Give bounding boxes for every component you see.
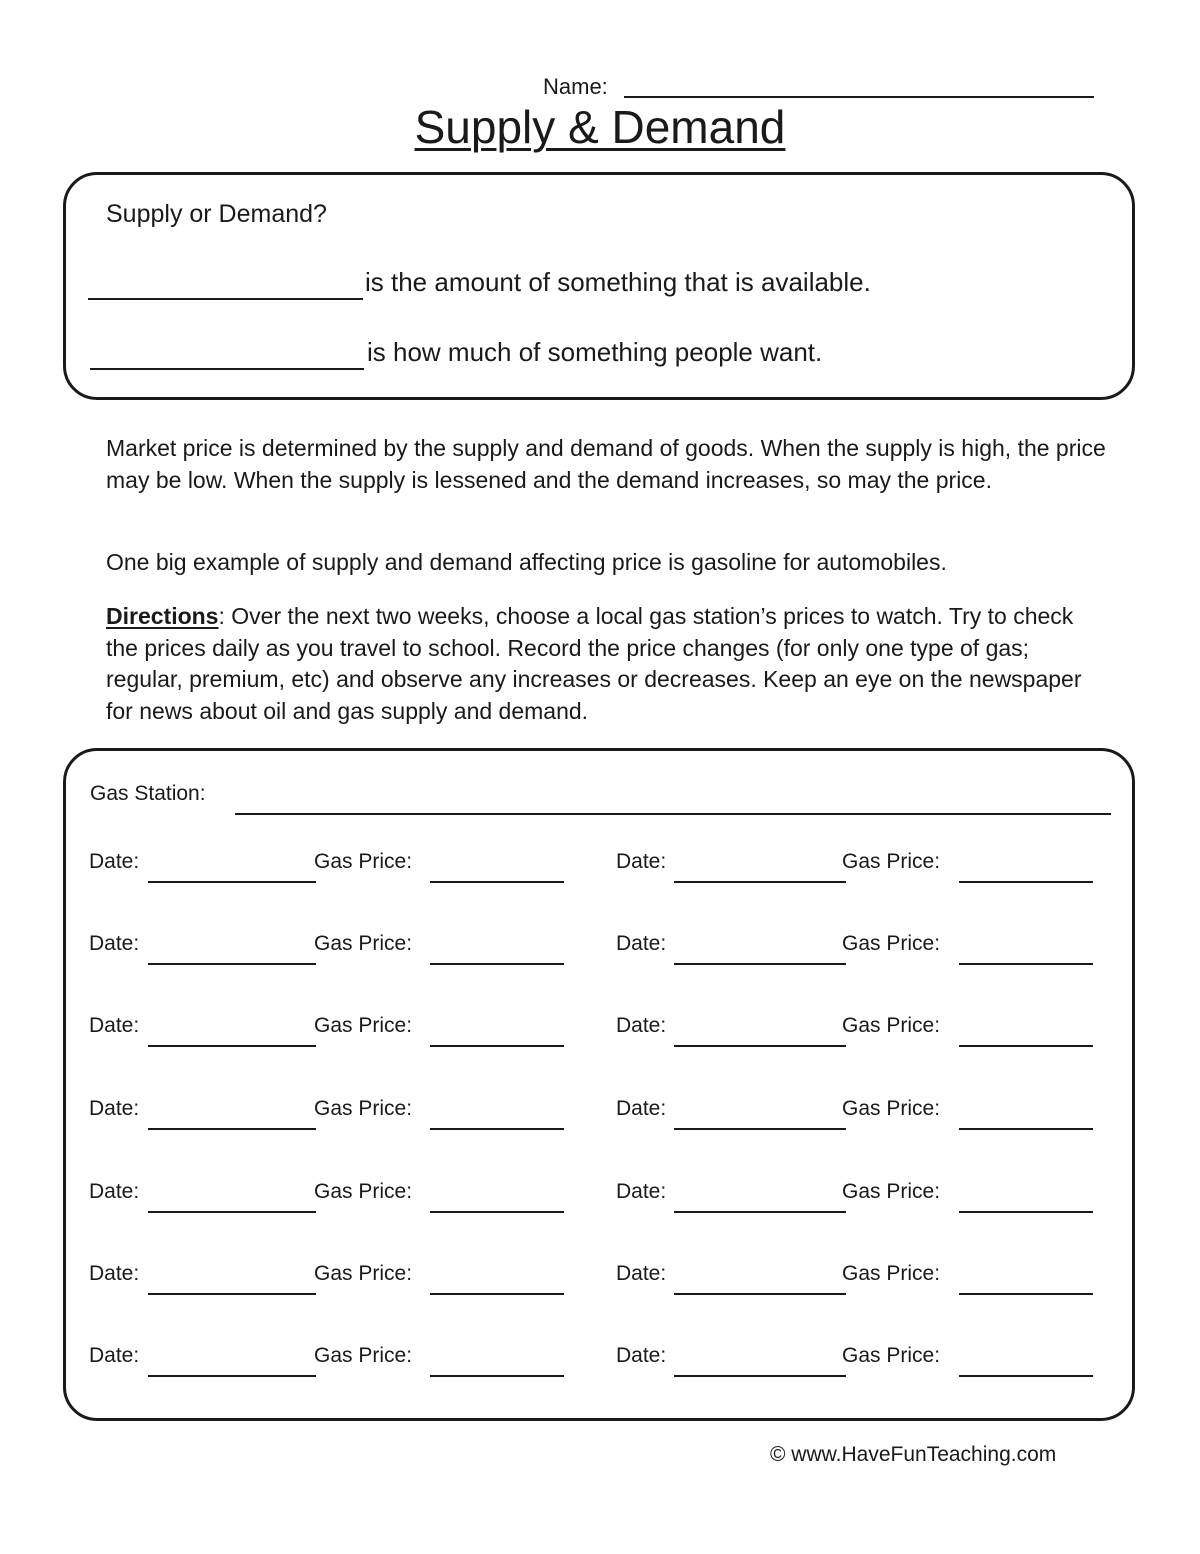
date-label: Date: bbox=[616, 1262, 667, 1285]
page-title bbox=[0, 100, 1200, 154]
date-label: Date: bbox=[616, 850, 667, 873]
date-label: Date: bbox=[89, 1180, 140, 1203]
date-blank[interactable] bbox=[674, 1211, 846, 1213]
date-blank[interactable] bbox=[148, 1045, 316, 1047]
gas-log-box bbox=[63, 748, 1135, 1421]
date-blank[interactable] bbox=[148, 1293, 316, 1295]
date-blank[interactable] bbox=[148, 963, 316, 965]
date-blank[interactable] bbox=[148, 1211, 316, 1213]
gas-price-blank[interactable] bbox=[430, 1293, 564, 1295]
date-blank[interactable] bbox=[148, 881, 316, 883]
date-blank[interactable] bbox=[674, 1293, 846, 1295]
gas-price-blank[interactable] bbox=[430, 963, 564, 965]
date-label: Date: bbox=[89, 1014, 140, 1037]
gas-price-label: Gas Price: bbox=[314, 1014, 413, 1037]
gas-price-label: Gas Price: bbox=[842, 1262, 941, 1285]
date-label: Date: bbox=[616, 1180, 667, 1203]
gas-station-label: Gas Station: bbox=[90, 782, 206, 805]
gas-price-label: Gas Price: bbox=[842, 1344, 941, 1367]
date-label: Date: bbox=[616, 1014, 667, 1037]
gas-price-blank[interactable] bbox=[959, 1375, 1093, 1377]
date-blank[interactable] bbox=[674, 963, 846, 965]
definition-2: is how much of something people want. bbox=[367, 337, 823, 367]
gas-price-label: Gas Price: bbox=[842, 1097, 941, 1120]
gas-price-blank[interactable] bbox=[430, 1375, 564, 1377]
gas-station-blank[interactable] bbox=[235, 813, 1111, 815]
date-blank[interactable] bbox=[674, 1375, 846, 1377]
gas-price-blank[interactable] bbox=[430, 881, 564, 883]
name-blank[interactable] bbox=[624, 96, 1094, 98]
gas-price-blank[interactable] bbox=[959, 1211, 1093, 1213]
definition-1: is the amount of something that is available. bbox=[365, 267, 871, 297]
date-label: Date: bbox=[89, 1262, 140, 1285]
date-label: Date: bbox=[616, 1097, 667, 1120]
gas-price-blank[interactable] bbox=[430, 1045, 564, 1047]
directions-paragraph bbox=[106, 601, 1106, 727]
gas-price-blank[interactable] bbox=[959, 1293, 1093, 1295]
gas-price-label: Gas Price: bbox=[314, 850, 413, 873]
date-label: Date: bbox=[616, 1344, 667, 1367]
gas-price-blank[interactable] bbox=[959, 1045, 1093, 1047]
page-title-text: Supply & Demand bbox=[414, 101, 786, 153]
date-label: Date: bbox=[616, 932, 667, 955]
directions-label: Directions bbox=[106, 603, 219, 629]
gas-price-label: Gas Price: bbox=[314, 1180, 413, 1203]
gas-price-label: Gas Price: bbox=[842, 850, 941, 873]
gas-price-label: Gas Price: bbox=[314, 1344, 413, 1367]
market-price-paragraph: Market price is determined by the supply and demand of goods. When the supply is high, the price may be low. When the supply is lessened and the demand increases, so may the price. bbox=[106, 435, 1106, 493]
gas-price-blank[interactable] bbox=[959, 1128, 1093, 1130]
gas-price-blank[interactable] bbox=[430, 1211, 564, 1213]
gas-price-label: Gas Price: bbox=[314, 1097, 413, 1120]
date-blank[interactable] bbox=[674, 1128, 846, 1130]
date-label: Date: bbox=[89, 1344, 140, 1367]
gas-price-label: Gas Price: bbox=[314, 932, 413, 955]
gas-price-label: Gas Price: bbox=[842, 932, 941, 955]
copyright-footer: © www.HaveFunTeaching.com bbox=[770, 1443, 1057, 1466]
gas-price-label: Gas Price: bbox=[842, 1014, 941, 1037]
gas-price-label: Gas Price: bbox=[842, 1180, 941, 1203]
answer-blank-1[interactable] bbox=[88, 298, 363, 300]
date-blank[interactable] bbox=[674, 881, 846, 883]
date-label: Date: bbox=[89, 850, 140, 873]
gas-price-label: Gas Price: bbox=[314, 1262, 413, 1285]
date-blank[interactable] bbox=[148, 1128, 316, 1130]
date-blank[interactable] bbox=[674, 1045, 846, 1047]
gas-price-blank[interactable] bbox=[430, 1128, 564, 1130]
name-label: Name: bbox=[543, 74, 608, 99]
date-label: Date: bbox=[89, 1097, 140, 1120]
date-blank[interactable] bbox=[148, 1375, 316, 1377]
gasoline-example-paragraph: One big example of supply and demand affecting price is gasoline for automobiles. bbox=[106, 549, 947, 575]
gas-price-blank[interactable] bbox=[959, 881, 1093, 883]
directions-text: : Over the next two weeks, choose a local gas station’s prices to watch. Try to check the prices daily as you travel to school. Record the price changes (for only one type of gas; regular, premium, etc) and observe any increases or decreases. Keep an eye on the newspaper for news about oil and gas supply and demand. bbox=[106, 603, 1082, 724]
gas-price-blank[interactable] bbox=[959, 963, 1093, 965]
question-heading: Supply or Demand? bbox=[106, 200, 327, 228]
answer-blank-2[interactable] bbox=[90, 368, 364, 370]
date-label: Date: bbox=[89, 932, 140, 955]
